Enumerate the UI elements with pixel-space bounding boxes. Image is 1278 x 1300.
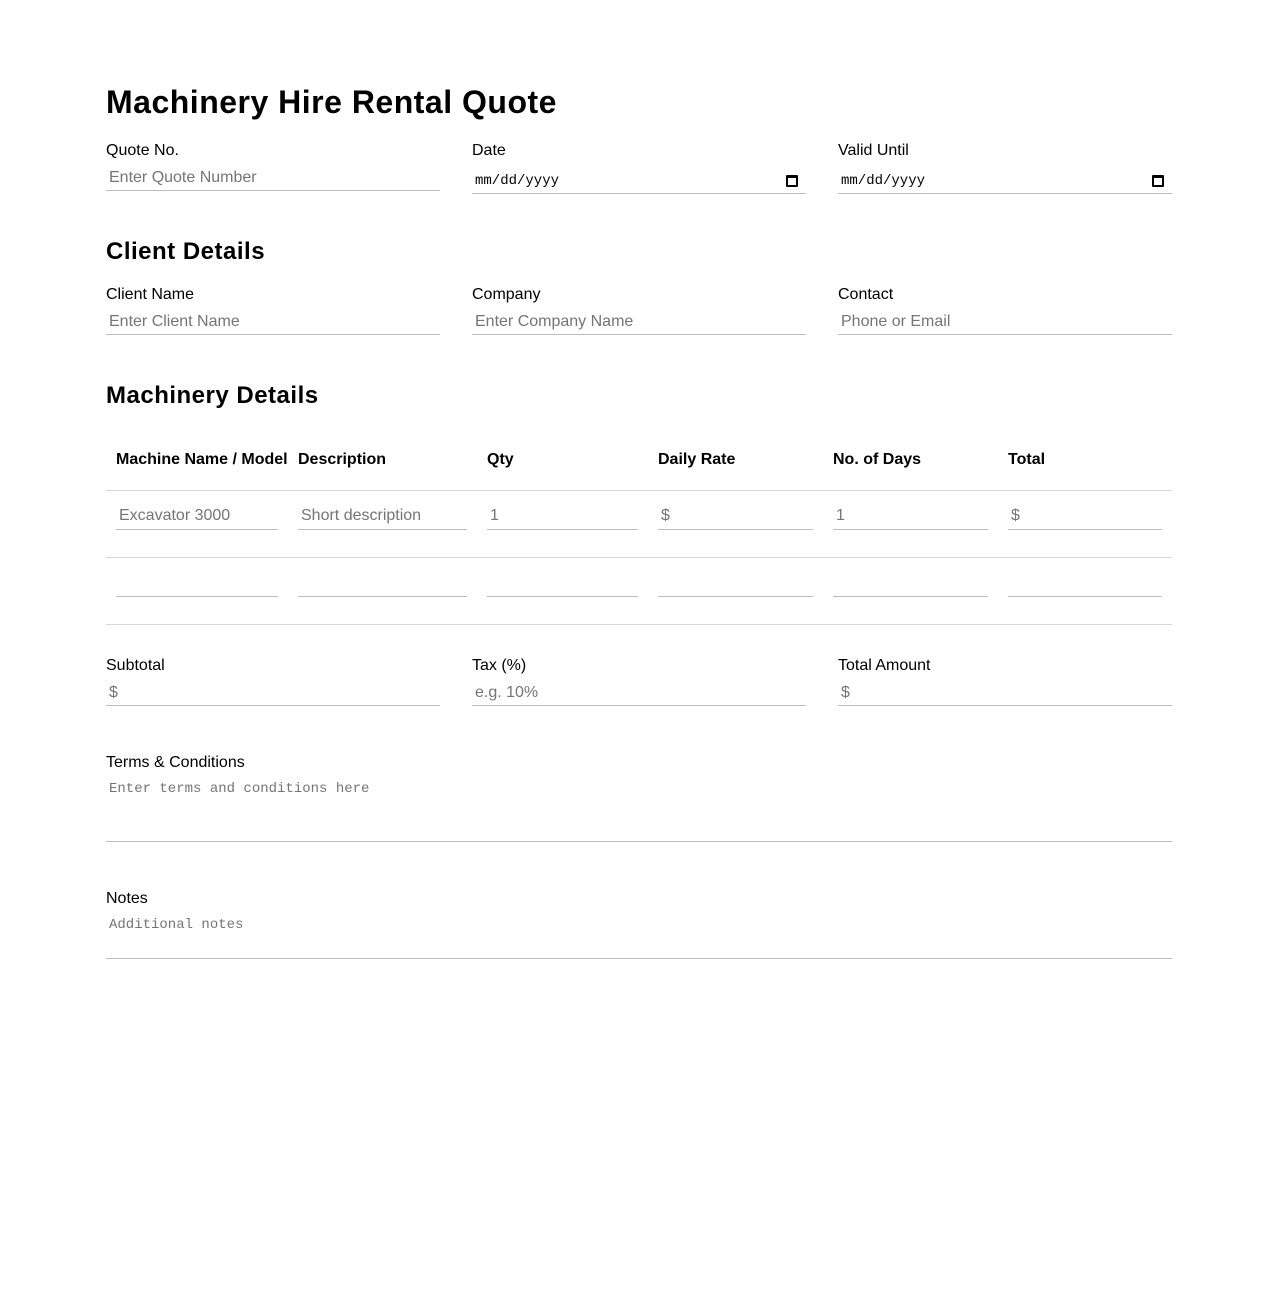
subtotal-group [106,657,440,706]
valid-until-group [838,142,1172,194]
valid-until-value: mm/dd/yyyy [841,172,926,189]
calendar-icon[interactable] [1152,175,1164,187]
total-amount-label: Total Amount [838,657,931,674]
table-cell [823,558,998,624]
column-header-total: Total [1008,451,1046,468]
table-cell [288,558,477,624]
quote-number-label: Quote No. [106,142,179,159]
column-header-qty: Qty [487,451,514,468]
calendar-icon[interactable] [786,175,798,187]
totals-fields [106,657,1172,706]
contact-label: Contact [838,286,894,303]
table-cell [823,491,998,557]
terms-textarea[interactable] [106,778,1172,842]
quote-header-fields [106,142,1172,194]
notes-label: Notes [106,890,148,907]
column-header-days: No. of Days [833,451,922,468]
valid-until-input[interactable] [838,166,1172,194]
company-input[interactable] [472,310,806,335]
notes-group [106,890,1172,959]
company-group [472,286,806,335]
terms-label: Terms & Conditions [106,754,245,771]
total-input[interactable] [1008,503,1162,530]
table-cell [998,491,1172,557]
quote-number-input[interactable] [106,166,440,191]
table-cell [288,491,477,557]
date-value: mm/dd/yyyy [475,172,560,189]
table-cell [477,491,648,557]
qty-input[interactable] [487,570,638,597]
notes-textarea[interactable] [106,914,1172,959]
terms-group [106,754,1172,842]
table-cell [477,558,648,624]
table-cell [648,491,823,557]
table-cell [106,491,288,557]
page-title: Machinery Hire Rental Quote [106,84,557,120]
table-cell [106,558,288,624]
total-amount-input[interactable] [838,681,1172,706]
client-name-label: Client Name [106,286,195,303]
days-input[interactable] [833,503,988,530]
column-header-machine: Machine Name / Model [116,451,288,468]
contact-group [838,286,1172,335]
client-name-group [106,286,440,335]
date-label: Date [472,142,506,159]
table-row [106,558,1172,625]
total-amount-group [838,657,1172,706]
company-label: Company [472,286,541,303]
subtotal-label: Subtotal [106,657,165,674]
tax-label: Tax (%) [472,657,527,674]
valid-until-label: Valid Until [838,142,909,159]
tax-group [472,657,806,706]
machinery-table [106,430,1172,625]
daily-rate-input[interactable] [658,503,813,530]
quote-number-group [106,142,440,194]
description-input[interactable] [298,570,467,597]
quote-form [106,0,1172,959]
notes-placeholder: Additional notes [109,917,244,933]
description-input[interactable] [298,503,467,530]
daily-rate-input[interactable] [658,570,813,597]
date-input[interactable] [472,166,806,194]
contact-input[interactable] [838,310,1172,335]
client-fields [106,286,1172,335]
days-input[interactable] [833,570,988,597]
table-row [106,491,1172,558]
total-input[interactable] [1008,570,1162,597]
subtotal-input[interactable] [106,681,440,706]
table-header [106,430,1172,491]
terms-placeholder: Enter terms and conditions here [109,781,370,797]
machine-name-input[interactable] [116,503,278,530]
machinery-details-heading: Machinery Details [106,382,319,409]
column-header-daily-rate: Daily Rate [658,451,736,468]
table-cell [998,558,1172,624]
table-cell [648,558,823,624]
qty-input[interactable] [487,503,638,530]
tax-input[interactable] [472,681,806,706]
machine-name-input[interactable] [116,570,278,597]
client-name-input[interactable] [106,310,440,335]
client-details-heading: Client Details [106,238,266,265]
column-header-description: Description [298,451,387,468]
date-group [472,142,806,194]
